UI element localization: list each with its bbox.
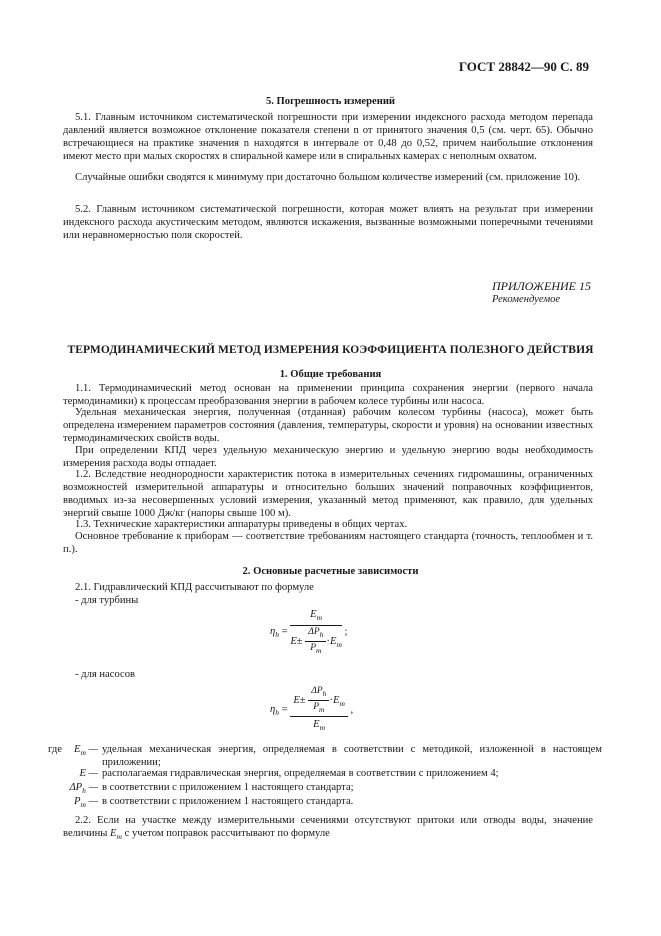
legend-symbol: $\Delta P_h$ — [69,782,98,796]
legend-row-em: $E_m$ — удельная механическая энергия, определяемая в соответствии с методикой, изложенной в настоящем приложении; [48,743,603,769]
eta-symbol-pump: $\eta_h$ [270,704,280,718]
turbine-formula: $\eta_h$ = $E_m$ E± $\frac{\Delta P_h}{P_m}$ $\cdot E_m$ ; [270,609,348,655]
page-header: ГОСТ 28842—90 С. 89 [458,59,589,74]
appendix-status: Рекомендуемое [492,294,561,305]
main-title: ТЕРМОДИНАМИЧЕСКИЙ МЕТОД ИЗМЕРЕНИЯ КОЭФФИЦИЕНТА ПОЛЕЗНОГО ДЕЙСТВИЯ [67,344,594,356]
legend-symbol: E — [79,768,98,779]
pump-fraction: E± $\frac{\Delta P_h}{P_m}$ $\cdot E_m$ $E_m$ [290,686,348,734]
section2-paragraph-2: 2.2. Если на участке между измерительными сечениями отсутствуют притоки или отводы воды, значение величины $E_m$ с учетом поправок рассчитывают по формуле [63,815,593,842]
legend-symbol: $E_m$ — [74,744,98,758]
legend-row-pm: $P_m$ — в соответствии с приложением 1 настоящего стандарта. [48,795,603,808]
section1-paragraph-1: 1.1. Термодинамический метод основан на применении принципа сохранения энергии (первого начала термодинамики) к процессам преобразования энергии в рабочем колесе турбины или насоса. [63,383,593,407]
legend-symbol: $P_m$ — [74,796,98,810]
eta-symbol: $\eta_h$ [270,626,280,640]
section5-heading: 5. Погрешность измерений [265,96,396,107]
section1-heading: 1. Общие требования [279,369,382,380]
appendix-label [492,280,591,306]
turbine-fraction: $E_m$ E± $\frac{\Delta P_h}{P_m}$ $\cdot E_m$ [290,609,342,655]
section1-paragraph-6: Основное требование к приборам — соответствие требованиям настоящего стандарта (точность, теплообмен и т. п.). [63,531,593,555]
where-label: где [48,744,62,755]
legend-row-dp: $\Delta P_h$ — в соответствии с приложением 1 настоящего стандарта; [48,781,603,794]
turbine-label: - для турбины [75,595,139,606]
pump-formula: $\eta_h$ = E± $\frac{\Delta P_h}{P_m}$ $\cdot E_m$ $E_m$ , [270,686,354,732]
section1-paragraph-2: Удельная механическая энергия, полученная (отданная) рабочим колесом турбины (насоса), может быть определена измерением параметров состояния (давления, температуры, скорости и уровня) на основании известных термодинамических свойств воды. [63,407,593,444]
section1-paragraph-4: 1.2. Вследствие неоднородности характеристик потока в измерительных сечениях гидромашины, ограниченных возможностей измерительной аппаратуры и относительно больших значений поправочных коэффициентов, вводимых из-за несовершенных условий измерения, указанный метод применяют, как правило, для удельных энергий свыше 1000 Дж/кг (напоры свыше 100 м). [63,469,593,519]
appendix-number: ПРИЛОЖЕНИЕ 15 [492,279,591,293]
section5-paragraph-1: 5.1. Главным источником систематической погрешности при измерении индексного расхода методом перепада давлений является возможное отклонение показателя степени n от принятого значения 0,5 (см. черт. 65). Обычно встречающиеся на практике значения n находятся в интервале от 0,48 до 0,52, причем наибольшие отклонения имеют место при малых скоростях в спиральной камере или в спиральных камерах с неполным охватом. [63,112,593,162]
section2-paragraph-1: 2.1. Гидравлический КПД рассчитывают по формуле [75,582,314,593]
legend-row-e: E — располагаемая гидравлическая энергия, определяемая в соответствии с приложением 4; [48,767,603,780]
section2-heading: 2. Основные расчетные зависимости [242,566,419,577]
section1-paragraph-3: При определении КПД через удельную механическую энергию и удельную энергию воды необходимость измерения расхода воды отпадает. [63,445,593,469]
pump-label: - для насосов [75,669,136,680]
section5-paragraph-2: Случайные ошибки сводятся к минимуму при достаточно большом количестве измерений (см. приложение 10). [75,172,581,183]
section1-paragraph-5: 1.3. Технические характеристики аппаратуры приведены в общих чертах. [75,519,408,530]
section5-paragraph-3: 5.2. Главным источником систематической погрешности, которая может влиять на результат при измерении индексного расхода акустическим методом, являются искажения, вызванные возможными поперечными течениями или неравномерностью поля скоростей. [63,204,593,241]
